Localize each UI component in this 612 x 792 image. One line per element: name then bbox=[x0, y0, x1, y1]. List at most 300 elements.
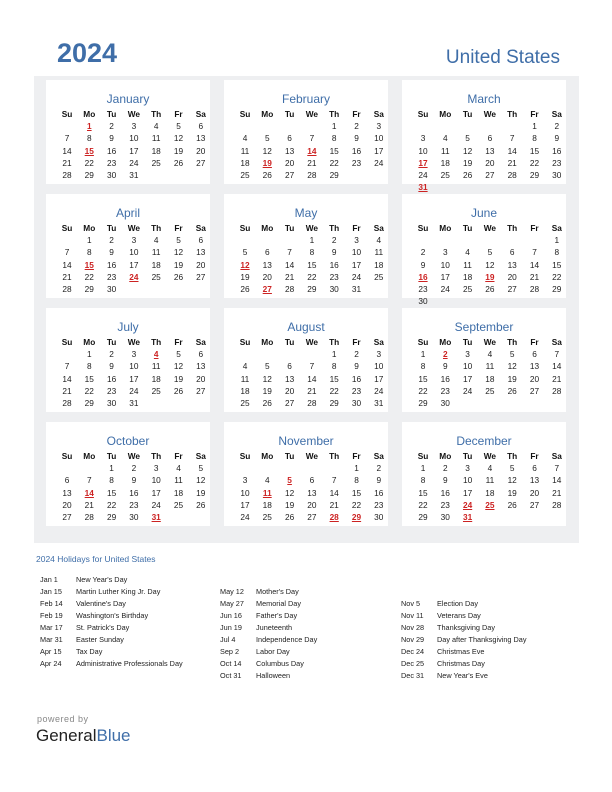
day: 22 bbox=[329, 385, 339, 396]
day: 1 bbox=[354, 463, 359, 474]
day: 25 bbox=[440, 170, 450, 180]
day: 25 bbox=[151, 385, 161, 396]
weekday-header: Sa bbox=[373, 109, 384, 119]
day: 24 bbox=[374, 385, 384, 396]
month-november bbox=[224, 422, 388, 526]
day: 15 bbox=[329, 145, 339, 156]
day: 4 bbox=[465, 247, 470, 258]
day: 10 bbox=[129, 133, 139, 144]
day: 29 bbox=[307, 284, 317, 294]
weekday-header: We bbox=[483, 451, 497, 461]
month-name: November bbox=[278, 434, 334, 448]
day: 13 bbox=[196, 361, 206, 372]
holiday-name: Veterans Day bbox=[437, 611, 481, 620]
day: 31 bbox=[374, 398, 384, 408]
day: 18 bbox=[151, 373, 161, 384]
day: 20 bbox=[196, 259, 206, 270]
day: 8 bbox=[554, 247, 560, 258]
day: 5 bbox=[465, 133, 470, 144]
day: 3 bbox=[376, 121, 382, 132]
day: 30 bbox=[129, 512, 139, 522]
day: 30 bbox=[440, 398, 450, 408]
day: 10 bbox=[374, 133, 384, 144]
day: 10 bbox=[418, 145, 428, 156]
day: 16 bbox=[374, 487, 384, 498]
day: 21 bbox=[62, 157, 72, 168]
day: 24 bbox=[374, 157, 384, 168]
day: 9 bbox=[554, 133, 560, 144]
day: 13 bbox=[485, 145, 495, 156]
day: 14 bbox=[507, 145, 517, 156]
day: 5 bbox=[176, 235, 181, 246]
day: 12 bbox=[485, 259, 495, 270]
day: 12 bbox=[173, 247, 184, 258]
day: 22 bbox=[552, 271, 562, 282]
month-name: August bbox=[287, 320, 325, 334]
day: 30 bbox=[440, 512, 450, 522]
holiday-name: Easter Sunday bbox=[76, 635, 124, 644]
day: 8 bbox=[354, 475, 359, 486]
day: 20 bbox=[307, 499, 317, 510]
weekday-header: Sa bbox=[373, 223, 384, 233]
day: 7 bbox=[554, 349, 560, 360]
day: 9 bbox=[442, 361, 448, 372]
day: 6 bbox=[264, 247, 270, 258]
holiday-date: Nov 29 bbox=[401, 635, 425, 644]
day: 26 bbox=[240, 284, 250, 294]
weekday-header: Sa bbox=[195, 109, 206, 119]
day: 18 bbox=[485, 487, 495, 498]
day: 21 bbox=[307, 385, 317, 396]
holiday-date: Dec 25 bbox=[401, 659, 425, 668]
day: 28 bbox=[62, 398, 72, 408]
day: 27 bbox=[529, 499, 540, 510]
day: 23 bbox=[440, 499, 450, 510]
weekday-header: Fr bbox=[352, 451, 361, 461]
day: 24 bbox=[351, 271, 362, 282]
month-january bbox=[46, 80, 210, 184]
holiday-name: Mother's Day bbox=[256, 587, 299, 596]
day: 30 bbox=[374, 512, 384, 522]
holiday-date: Nov 5 bbox=[401, 599, 421, 608]
weekday-header: Sa bbox=[551, 109, 562, 119]
weekday-header: Fr bbox=[174, 451, 183, 461]
day: 7 bbox=[554, 463, 560, 474]
day: 5 bbox=[264, 361, 270, 372]
weekday-header: Fr bbox=[530, 451, 539, 461]
day: 3 bbox=[153, 463, 159, 474]
day: 16 bbox=[351, 373, 362, 384]
day: 14 bbox=[62, 145, 72, 156]
weekday-header: We bbox=[127, 451, 141, 461]
day: 29 bbox=[529, 170, 540, 180]
weekday-header: Mo bbox=[261, 451, 274, 461]
day: 3 bbox=[465, 463, 470, 474]
holiday-date: Dec 24 bbox=[401, 647, 425, 656]
holiday-name: Labor Day bbox=[256, 647, 290, 656]
holiday-day: 19 bbox=[262, 157, 272, 168]
holiday-day: 24 bbox=[462, 499, 473, 510]
day: 9 bbox=[109, 133, 114, 144]
day: 21 bbox=[84, 499, 94, 510]
day: 23 bbox=[106, 385, 117, 396]
day: 20 bbox=[507, 271, 517, 282]
day: 7 bbox=[309, 133, 315, 144]
day: 29 bbox=[84, 284, 94, 294]
holiday-date: May 12 bbox=[220, 587, 244, 596]
day: 20 bbox=[262, 271, 272, 282]
day: 27 bbox=[307, 512, 317, 522]
day: 25 bbox=[173, 499, 184, 510]
day: 26 bbox=[196, 499, 206, 510]
weekday-header: Fr bbox=[352, 337, 361, 347]
day: 14 bbox=[552, 361, 562, 372]
day: 19 bbox=[284, 499, 295, 510]
day: 29 bbox=[329, 398, 339, 408]
day: 11 bbox=[240, 145, 250, 156]
day: 2 bbox=[420, 247, 426, 258]
holiday-date: Jan 15 bbox=[40, 587, 62, 596]
day: 7 bbox=[509, 133, 515, 144]
day: 18 bbox=[151, 259, 161, 270]
day: 11 bbox=[463, 259, 472, 270]
day: 16 bbox=[351, 145, 362, 156]
holiday-day: 28 bbox=[329, 512, 339, 522]
day: 6 bbox=[309, 475, 315, 486]
weekday-header: Mo bbox=[439, 337, 452, 347]
day: 26 bbox=[262, 398, 272, 408]
day: 11 bbox=[151, 361, 161, 372]
weekday-header: Sa bbox=[551, 223, 562, 233]
day: 21 bbox=[307, 157, 317, 168]
day: 25 bbox=[262, 512, 272, 522]
weekday-header: Sa bbox=[195, 451, 206, 461]
day: 20 bbox=[485, 157, 495, 168]
day: 17 bbox=[351, 259, 362, 270]
weekday-header: Su bbox=[239, 223, 251, 233]
weekday-header: Su bbox=[417, 109, 429, 119]
day: 12 bbox=[507, 361, 517, 372]
day: 17 bbox=[129, 373, 139, 384]
weekday-header: Mo bbox=[261, 223, 274, 233]
month-name: January bbox=[106, 92, 150, 106]
country-title: United States bbox=[445, 47, 560, 68]
day: 9 bbox=[331, 247, 337, 258]
day: 27 bbox=[62, 512, 72, 522]
holiday-name: Halloween bbox=[256, 671, 291, 680]
holidays-heading: 2024 Holidays for United States bbox=[36, 554, 156, 564]
day: 28 bbox=[84, 512, 94, 522]
weekday-header: Tu bbox=[462, 451, 473, 461]
day: 18 bbox=[485, 373, 495, 384]
holiday-name: Martin Luther King Jr. Day bbox=[76, 587, 161, 596]
day: 1 bbox=[554, 235, 560, 246]
weekday-header: Th bbox=[329, 451, 340, 461]
day: 11 bbox=[151, 247, 161, 258]
day: 25 bbox=[151, 271, 161, 282]
day: 5 bbox=[264, 133, 270, 144]
day: 12 bbox=[284, 487, 295, 498]
weekday-header: We bbox=[305, 109, 319, 119]
day: 8 bbox=[86, 133, 92, 144]
day: 14 bbox=[529, 259, 540, 270]
day: 10 bbox=[240, 487, 250, 498]
day: 29 bbox=[84, 170, 94, 180]
day: 29 bbox=[552, 284, 562, 294]
day: 16 bbox=[552, 145, 562, 156]
day: 28 bbox=[62, 170, 72, 180]
month-name: May bbox=[294, 206, 318, 220]
month-march bbox=[402, 80, 566, 193]
day: 22 bbox=[84, 157, 94, 168]
day: 8 bbox=[109, 475, 114, 486]
day: 25 bbox=[374, 271, 384, 282]
day: 26 bbox=[284, 512, 295, 522]
day: 29 bbox=[418, 398, 428, 408]
day: 9 bbox=[354, 133, 359, 144]
year-title: 2024 bbox=[57, 38, 118, 68]
weekday-header: Fr bbox=[530, 223, 539, 233]
holiday-name: St. Patrick's Day bbox=[76, 623, 130, 632]
day: 18 bbox=[151, 145, 161, 156]
holiday-day: 29 bbox=[351, 512, 362, 522]
weekday-header: We bbox=[127, 337, 141, 347]
weekday-header: We bbox=[483, 109, 497, 119]
weekday-header: Th bbox=[151, 109, 162, 119]
day: 28 bbox=[552, 385, 562, 396]
day: 14 bbox=[62, 259, 72, 270]
day: 17 bbox=[374, 373, 384, 384]
holiday-name: Christmas Day bbox=[437, 659, 485, 668]
day: 23 bbox=[106, 157, 117, 168]
day: 1 bbox=[109, 463, 114, 474]
month-june bbox=[402, 194, 566, 307]
day: 9 bbox=[131, 475, 137, 486]
holiday-date: Feb 19 bbox=[40, 611, 63, 620]
day: 22 bbox=[307, 271, 317, 282]
weekday-header: Sa bbox=[195, 223, 206, 233]
day: 6 bbox=[532, 349, 537, 360]
weekday-header: Fr bbox=[174, 337, 183, 347]
day: 3 bbox=[420, 133, 426, 144]
day: 8 bbox=[86, 247, 92, 258]
day: 2 bbox=[554, 121, 560, 132]
holiday-name: Election Day bbox=[437, 599, 478, 608]
day: 29 bbox=[329, 170, 339, 180]
weekday-header: Tu bbox=[106, 451, 117, 461]
day: 7 bbox=[309, 361, 315, 372]
weekday-header: Th bbox=[329, 337, 340, 347]
holiday-day: 14 bbox=[307, 145, 317, 156]
weekday-header: Fr bbox=[174, 109, 183, 119]
day: 13 bbox=[284, 145, 295, 156]
weekday-header: We bbox=[483, 223, 497, 233]
day: 4 bbox=[376, 235, 382, 246]
day: 26 bbox=[507, 385, 517, 396]
day: 23 bbox=[418, 284, 428, 294]
weekday-header: Su bbox=[417, 223, 429, 233]
day: 22 bbox=[529, 157, 540, 168]
day: 4 bbox=[442, 133, 448, 144]
weekday-header: We bbox=[483, 337, 497, 347]
holiday-day: 12 bbox=[240, 259, 250, 270]
day: 4 bbox=[264, 475, 270, 486]
day: 25 bbox=[485, 385, 495, 396]
day: 23 bbox=[129, 499, 139, 510]
day: 21 bbox=[62, 271, 72, 282]
holiday-name: New Year's Eve bbox=[437, 671, 488, 680]
day: 23 bbox=[374, 499, 384, 510]
weekday-header: Su bbox=[61, 109, 73, 119]
day: 23 bbox=[106, 271, 117, 282]
holiday-day: 1 bbox=[86, 121, 92, 132]
day: 9 bbox=[109, 361, 114, 372]
holiday-day: 16 bbox=[418, 271, 428, 282]
month-december bbox=[402, 422, 566, 526]
weekday-header: Su bbox=[417, 337, 429, 347]
day: 27 bbox=[196, 271, 206, 282]
day: 22 bbox=[329, 157, 339, 168]
weekday-header: Mo bbox=[439, 451, 452, 461]
month-september bbox=[402, 308, 566, 412]
day: 20 bbox=[284, 157, 295, 168]
day: 20 bbox=[529, 487, 540, 498]
day: 26 bbox=[173, 157, 184, 168]
day: 10 bbox=[374, 361, 384, 372]
day: 30 bbox=[106, 284, 117, 294]
day: 15 bbox=[552, 259, 562, 270]
day: 10 bbox=[129, 361, 139, 372]
day: 19 bbox=[462, 157, 473, 168]
weekday-header: Tu bbox=[284, 109, 295, 119]
holiday-day: 24 bbox=[129, 271, 139, 282]
day: 12 bbox=[173, 133, 184, 144]
weekday-header: Tu bbox=[462, 337, 473, 347]
weekday-header: Su bbox=[239, 337, 251, 347]
day: 10 bbox=[129, 247, 139, 258]
day: 4 bbox=[153, 235, 159, 246]
day: 20 bbox=[196, 145, 206, 156]
day: 2 bbox=[109, 121, 114, 132]
weekday-header: Th bbox=[151, 337, 162, 347]
day: 22 bbox=[418, 499, 428, 510]
day: 19 bbox=[173, 259, 184, 270]
day: 17 bbox=[151, 487, 161, 498]
day: 19 bbox=[196, 487, 206, 498]
holiday-name: New Year's Day bbox=[76, 575, 128, 584]
day: 1 bbox=[86, 235, 92, 246]
day: 7 bbox=[331, 475, 337, 486]
weekday-header: Th bbox=[507, 337, 518, 347]
day: 13 bbox=[507, 259, 517, 270]
weekday-header: Fr bbox=[530, 337, 539, 347]
day: 8 bbox=[331, 361, 337, 372]
day: 19 bbox=[507, 487, 517, 498]
day: 18 bbox=[240, 157, 250, 168]
day: 28 bbox=[552, 499, 562, 510]
day: 28 bbox=[307, 398, 317, 408]
day: 27 bbox=[507, 284, 517, 294]
day: 18 bbox=[240, 385, 250, 396]
weekday-header: Mo bbox=[83, 337, 96, 347]
holiday-date: Mar 17 bbox=[40, 623, 63, 632]
day: 15 bbox=[106, 487, 117, 498]
day: 14 bbox=[62, 373, 72, 384]
weekday-header: Sa bbox=[551, 337, 562, 347]
holiday-name: Juneteenth bbox=[256, 623, 293, 632]
weekday-header: Sa bbox=[373, 337, 384, 347]
weekday-header: Fr bbox=[352, 223, 361, 233]
day: 7 bbox=[532, 247, 537, 258]
day: 12 bbox=[196, 475, 206, 486]
day: 15 bbox=[418, 487, 428, 498]
day: 6 bbox=[287, 133, 292, 144]
day: 2 bbox=[131, 463, 137, 474]
day: 27 bbox=[529, 385, 540, 396]
brand-logo[interactable] bbox=[36, 726, 131, 746]
holiday-day: 2 bbox=[442, 349, 448, 360]
holiday-name: Independence Day bbox=[256, 635, 318, 644]
holiday-name: Day after Thanksgiving Day bbox=[437, 635, 527, 644]
day: 8 bbox=[309, 247, 315, 258]
day: 3 bbox=[442, 247, 448, 258]
day: 24 bbox=[462, 385, 473, 396]
weekday-header: Th bbox=[507, 451, 518, 461]
day: 15 bbox=[84, 373, 94, 384]
holiday-date: Sep 2 bbox=[220, 647, 240, 656]
day: 19 bbox=[507, 373, 517, 384]
day: 6 bbox=[198, 121, 204, 132]
month-april bbox=[46, 194, 210, 298]
day: 28 bbox=[507, 170, 517, 180]
day: 3 bbox=[131, 235, 137, 246]
weekday-header: Tu bbox=[106, 109, 117, 119]
day: 2 bbox=[376, 463, 382, 474]
day: 28 bbox=[62, 284, 72, 294]
day: 26 bbox=[462, 170, 473, 180]
holiday-name: Christmas Eve bbox=[437, 647, 485, 656]
day: 30 bbox=[106, 398, 117, 408]
weekday-header: Tu bbox=[106, 223, 117, 233]
day: 29 bbox=[84, 398, 94, 408]
day: 17 bbox=[129, 145, 139, 156]
day: 17 bbox=[129, 259, 139, 270]
month-name: April bbox=[115, 206, 140, 220]
holiday-date: Nov 11 bbox=[401, 611, 424, 620]
day: 1 bbox=[532, 121, 537, 132]
day: 18 bbox=[173, 487, 184, 498]
holiday-name: Valentine's Day bbox=[76, 599, 126, 608]
holiday-day: 27 bbox=[262, 284, 272, 294]
weekday-header: Th bbox=[329, 109, 340, 119]
day: 6 bbox=[198, 349, 204, 360]
weekday-header: Su bbox=[61, 451, 73, 461]
day: 27 bbox=[485, 170, 495, 180]
day: 29 bbox=[106, 512, 117, 522]
day: 13 bbox=[529, 475, 540, 486]
day: 3 bbox=[131, 349, 137, 360]
holiday-day: 31 bbox=[151, 512, 161, 522]
weekday-header: Mo bbox=[261, 109, 274, 119]
day: 28 bbox=[307, 170, 317, 180]
day: 21 bbox=[552, 373, 562, 384]
day: 26 bbox=[485, 284, 495, 294]
day: 2 bbox=[354, 121, 359, 132]
day: 24 bbox=[418, 170, 428, 180]
holiday-day: 15 bbox=[84, 259, 94, 270]
day: 21 bbox=[329, 499, 339, 510]
day: 5 bbox=[242, 247, 248, 258]
